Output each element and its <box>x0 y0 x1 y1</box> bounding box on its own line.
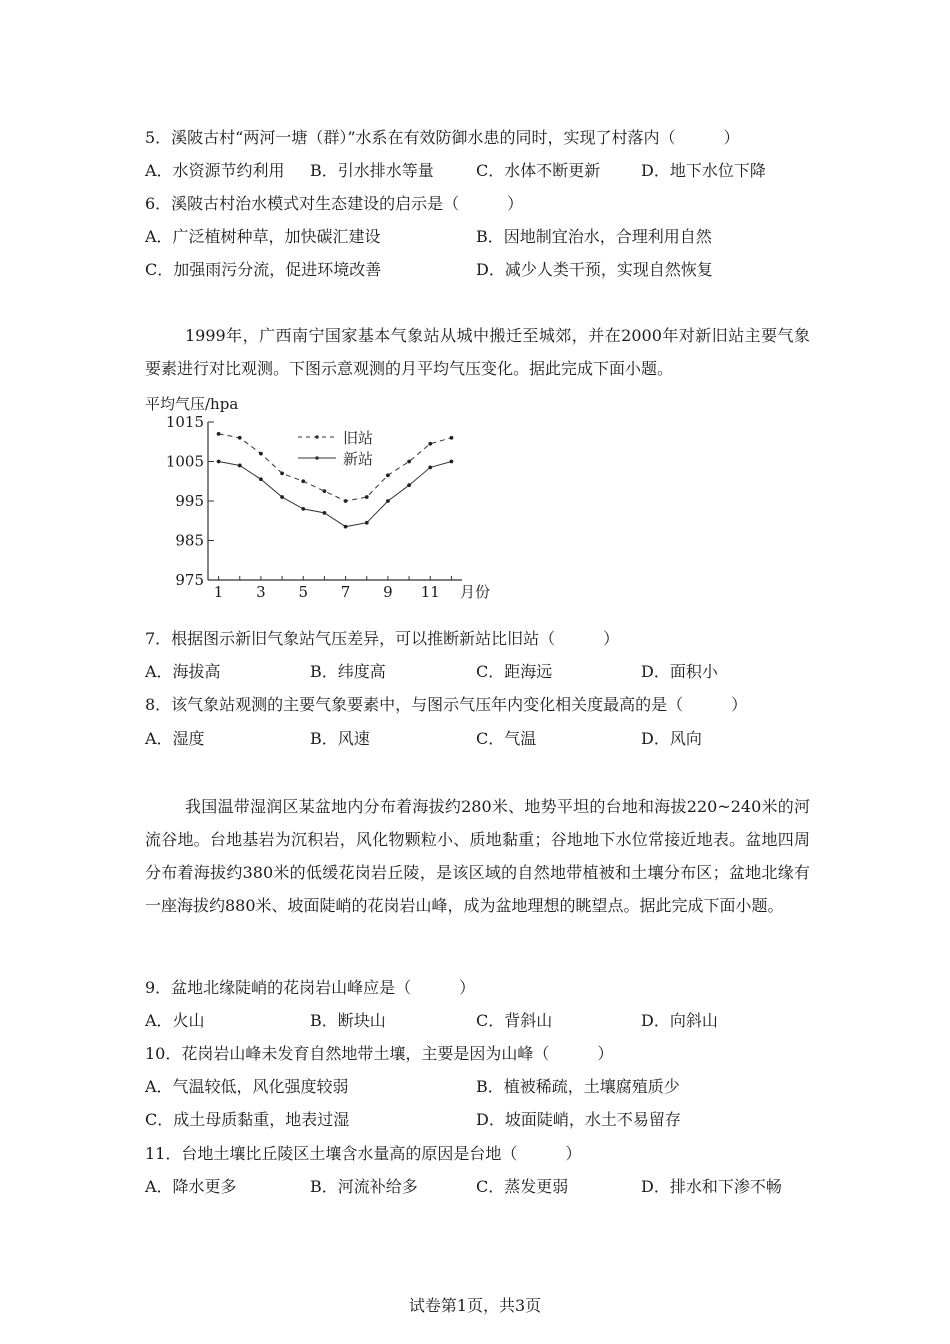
chart-legend <box>298 429 373 468</box>
q8-option-c[interactable]: C．气温 <box>476 729 537 748</box>
q7-option-d[interactable]: D．面积小 <box>641 662 718 681</box>
q9-option-b[interactable]: B．断块山 <box>310 1011 386 1030</box>
chart-y-ticks <box>166 413 214 589</box>
page-footer: 试卷第1页，共3页 <box>408 1296 542 1315</box>
q5-option-a[interactable]: A．水资源节约利用 <box>145 161 285 180</box>
x-tick-label: 3 <box>256 583 266 601</box>
q6-option-c[interactable]: C．加强雨污分流，促进环境改善 <box>145 260 382 279</box>
q8-option-b[interactable]: B．风速 <box>310 729 370 748</box>
question-6-stem: 6．溪陂古村治水模式对生态建设的启示是（ ） <box>145 194 524 213</box>
new-station-point-8 <box>365 521 369 525</box>
legend-old-label: 旧站 <box>343 429 374 447</box>
q11-option-b[interactable]: B．河流补给多 <box>310 1177 418 1196</box>
old-station-point-1 <box>217 432 221 436</box>
old-station-point-5 <box>301 479 305 483</box>
new-station-point-2 <box>238 464 242 468</box>
chart-series <box>217 432 454 529</box>
chart-x-axis-label: 月份 <box>460 583 491 601</box>
q11-option-a[interactable]: A．降水更多 <box>145 1177 237 1196</box>
old-station-point-6 <box>323 489 327 493</box>
new-station-point-6 <box>323 511 327 515</box>
old-station-point-12 <box>450 436 454 440</box>
legend-new-label: 新站 <box>343 450 374 468</box>
new-station-point-4 <box>280 495 284 499</box>
x-tick-label: 11 <box>420 583 440 601</box>
question-5-stem: 5．溪陂古村“两河一塘（群）”水系在有效防御水患的同时，实现了村落内（ ） <box>145 128 740 147</box>
q6-option-b[interactable]: B．因地制宜治水，合理利用自然 <box>476 227 712 246</box>
pressure-line-chart <box>140 390 510 610</box>
question-10-stem: 10．花岗岩山峰未发育自然地带土壤，主要是因为山峰（ ） <box>145 1044 614 1063</box>
y-tick-label: 1015 <box>165 413 204 431</box>
series-new-station-line <box>219 462 452 527</box>
y-tick-label: 985 <box>175 531 204 550</box>
old-station-point-7 <box>344 499 348 503</box>
q10-option-a[interactable]: A．气温较低，风化强度较弱 <box>145 1077 349 1096</box>
y-tick-label: 995 <box>175 492 204 510</box>
question-8-stem: 8．该气象站观测的主要气象要素中，与图示气压年内变化相关度最高的是（ ） <box>145 695 748 714</box>
passage-weather-station: 1999年，广西南宁国家基本气象站从城中搬迁至城郊，并在2000年对新旧站主要气象要素进行对比观测。下图示意观测的月平均气压变化。据此完成下面小题。 <box>145 326 810 378</box>
y-tick-label: 975 <box>175 571 204 589</box>
old-station-point-2 <box>238 436 242 440</box>
question-7-stem: 7．根据图示新旧气象站气压差异，可以推断新站比旧站（ ） <box>145 629 620 648</box>
old-station-point-9 <box>386 473 390 477</box>
old-station-point-10 <box>407 460 411 464</box>
q6-option-d[interactable]: D．减少人类干预，实现自然恢复 <box>476 260 713 279</box>
q7-option-b[interactable]: B．纬度高 <box>310 662 386 681</box>
legend-old-marker <box>315 435 319 439</box>
q5-option-b[interactable]: B．引水排水等量 <box>310 161 434 180</box>
old-station-point-8 <box>365 495 369 499</box>
q9-option-a[interactable]: A．火山 <box>145 1011 205 1030</box>
q9-option-c[interactable]: C．背斜山 <box>476 1011 553 1030</box>
chart-y-axis-label: 平均气压/hpa <box>145 395 239 413</box>
legend-new-marker <box>315 456 319 460</box>
q8-option-d[interactable]: D．风向 <box>641 729 702 748</box>
series-old-station-line <box>219 434 452 501</box>
q10-option-d[interactable]: D．坡面陡峭，水土不易留存 <box>476 1110 681 1129</box>
q7-option-a[interactable]: A．海拔高 <box>145 662 221 681</box>
new-station-point-9 <box>386 499 390 503</box>
new-station-point-7 <box>344 525 348 529</box>
q10-option-c[interactable]: C．成土母质黏重，地表过湿 <box>145 1110 350 1129</box>
new-station-point-3 <box>259 477 263 481</box>
chart-axes <box>208 422 462 580</box>
x-tick-label: 5 <box>298 583 309 601</box>
new-station-point-11 <box>428 466 432 470</box>
q5-option-d[interactable]: D．地下水位下降 <box>641 161 766 180</box>
new-station-point-10 <box>407 483 411 487</box>
old-station-point-4 <box>280 471 284 475</box>
new-station-point-12 <box>450 460 454 464</box>
q5-option-c[interactable]: C．水体不断更新 <box>476 161 601 180</box>
old-station-point-11 <box>428 442 432 446</box>
y-tick-label: 1005 <box>165 452 204 471</box>
q9-option-d[interactable]: D．向斜山 <box>641 1011 718 1030</box>
q8-option-a[interactable]: A．湿度 <box>145 729 205 748</box>
passage-basin: 我国温带湿润区某盆地内分布着海拔约280米、地势平坦的台地和海拔220~240米的河流谷地。台地基岩为沉积岩，风化物颗粒小、质地黏重；谷地地下水位常接近地表。盆地四周分布着海拔约380米的低缓花岗岩丘陵，是该区域的自然地带植被和土壤分布区；盆地北缘有一座海拔约880米、坡面陡峭的花岗岩山峰，成为盆地理想的眺望点。据此完成下面小题。 <box>145 797 810 915</box>
new-station-point-1 <box>217 460 221 464</box>
q11-option-c[interactable]: C．蒸发更弱 <box>476 1177 569 1196</box>
x-tick-label: 7 <box>340 583 351 601</box>
new-station-point-5 <box>301 507 305 511</box>
x-tick-label: 1 <box>213 583 224 601</box>
question-9-stem: 9．盆地北缘陡峭的花岗岩山峰应是（ ） <box>145 978 476 997</box>
q6-option-a[interactable]: A．广泛植树种草，加快碳汇建设 <box>145 227 381 246</box>
q7-option-c[interactable]: C．距海远 <box>476 662 553 681</box>
question-11-stem: 11．台地土壤比丘陵区土壤含水量高的原因是台地（ ） <box>145 1144 582 1163</box>
q10-option-b[interactable]: B．植被稀疏，土壤腐殖质少 <box>476 1077 680 1096</box>
x-tick-label: 9 <box>383 583 393 601</box>
old-station-point-3 <box>259 452 263 456</box>
q11-option-d[interactable]: D．排水和下渗不畅 <box>641 1177 782 1196</box>
